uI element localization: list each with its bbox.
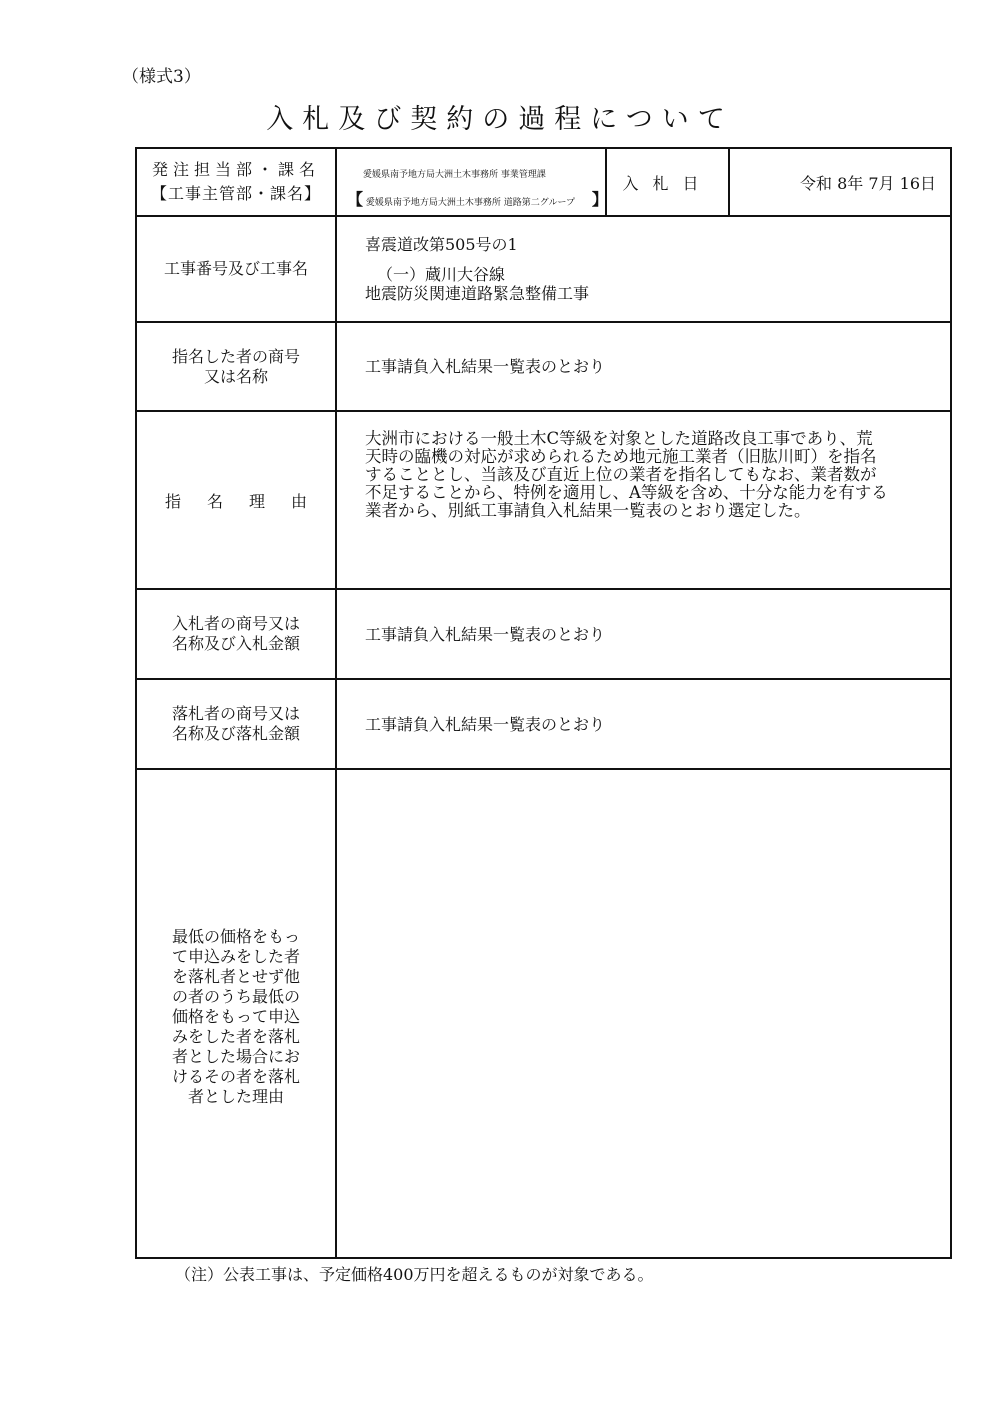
winner-row [136,679,951,769]
footnote: （注）公表工事は、予定価格400万円を超えるものが対象である。 [175,1265,654,1284]
lowest-price-label-line: の者のうち最低の [171,986,300,1006]
nominated-label-line2: 又は名称 [203,366,268,386]
reason-line: 大洲市における一般土木C等級を対象とした道路改良工事であり、荒 [365,429,873,448]
sub-dept-value-wrap [347,187,608,210]
lowest-price-label-cell [136,769,336,1258]
bidders-label-line2: 名称及び入札金額 [171,634,300,653]
dept-value-cell [336,148,606,216]
nominated-value: 工事請負入札結果一覧表のとおり [336,322,951,411]
winner-label-line1: 落札者の商号又は [171,704,300,723]
nominated-label-line1: 指名した者の商号 [171,346,300,366]
project-value-cell [336,216,951,322]
header-row [136,148,951,216]
lowest-price-label-line: 価格をもって申込 [171,1006,300,1026]
bidders-label-line1: 入札者の商号又は [171,614,300,633]
project-number: 喜震道改第505号の1 [365,235,518,254]
lowest-price-row [136,769,951,1258]
lowest-price-label-line: けるその者を落札 [171,1066,300,1086]
project-name: 地震防災関連道路緊急整備工事 [365,284,590,303]
bidders-row [136,589,951,679]
reason-text-cell [336,411,951,589]
reason-line: することとし、当該及び直近上位の業者を指名してもなお、業者数が [365,465,877,484]
nominated-label-cell [136,322,336,411]
reason-row [136,411,951,589]
lowest-price-label-line: 者とした理由 [187,1086,284,1106]
sub-dept-value: 愛媛県南予地方局大洲土木事務所 道路第二グループ [365,198,576,208]
winner-label-cell [136,679,336,769]
lowest-price-value [336,769,951,1258]
sub-dept-label: 【工事主管部・課名】 [150,184,321,203]
page-title: 入札及び契約の過程について [266,104,734,135]
project-row [136,216,951,322]
winner-label-line2: 名称及び落札金額 [171,724,300,743]
lowest-price-label-line: 最低の価格をもっ [171,926,300,946]
bid-date-label: 入札日 [606,148,729,216]
nominated-row [136,322,951,411]
lowest-price-label-line: 者とした場合にお [171,1046,300,1066]
reason-line: 天時の臨機の対応が求められるため地元施工業者（旧肱川町）を指名 [365,447,877,466]
reason-line: 不足することから、特例を適用し、A等級を含め、十分な能力を有する [365,483,888,502]
project-route: （一）蔵川大谷線 [377,265,506,284]
lowest-price-label-line: を落札者とせず他 [171,966,300,986]
winner-value: 工事請負入札結果一覧表のとおり [336,679,951,769]
bidders-value: 工事請負入札結果一覧表のとおり [336,589,951,679]
project-label: 工事番号及び工事名 [136,216,336,322]
bracket-open: 【 [347,190,364,209]
bidders-label-cell [136,589,336,679]
dept-label: 発注担当部・課名 [151,160,320,179]
reason-label: 指名理由 [136,411,336,589]
bracket-close: 】 [591,190,608,209]
dept-label-cell [136,148,336,216]
dept-value: 愛媛県南予地方局大洲土木事務所 事業管理課 [363,170,546,180]
lowest-price-label-line: みをした者を落札 [171,1026,300,1046]
form-number: （様式3） [122,67,201,87]
reason-line: 業者から、別紙工事請負入札結果一覧表のとおり選定した。 [365,501,811,520]
lowest-price-label-line: て申込みをした者 [171,946,300,966]
bid-date-value: 令和 8年 7月 16日 [729,148,951,216]
process-table [135,147,952,1259]
